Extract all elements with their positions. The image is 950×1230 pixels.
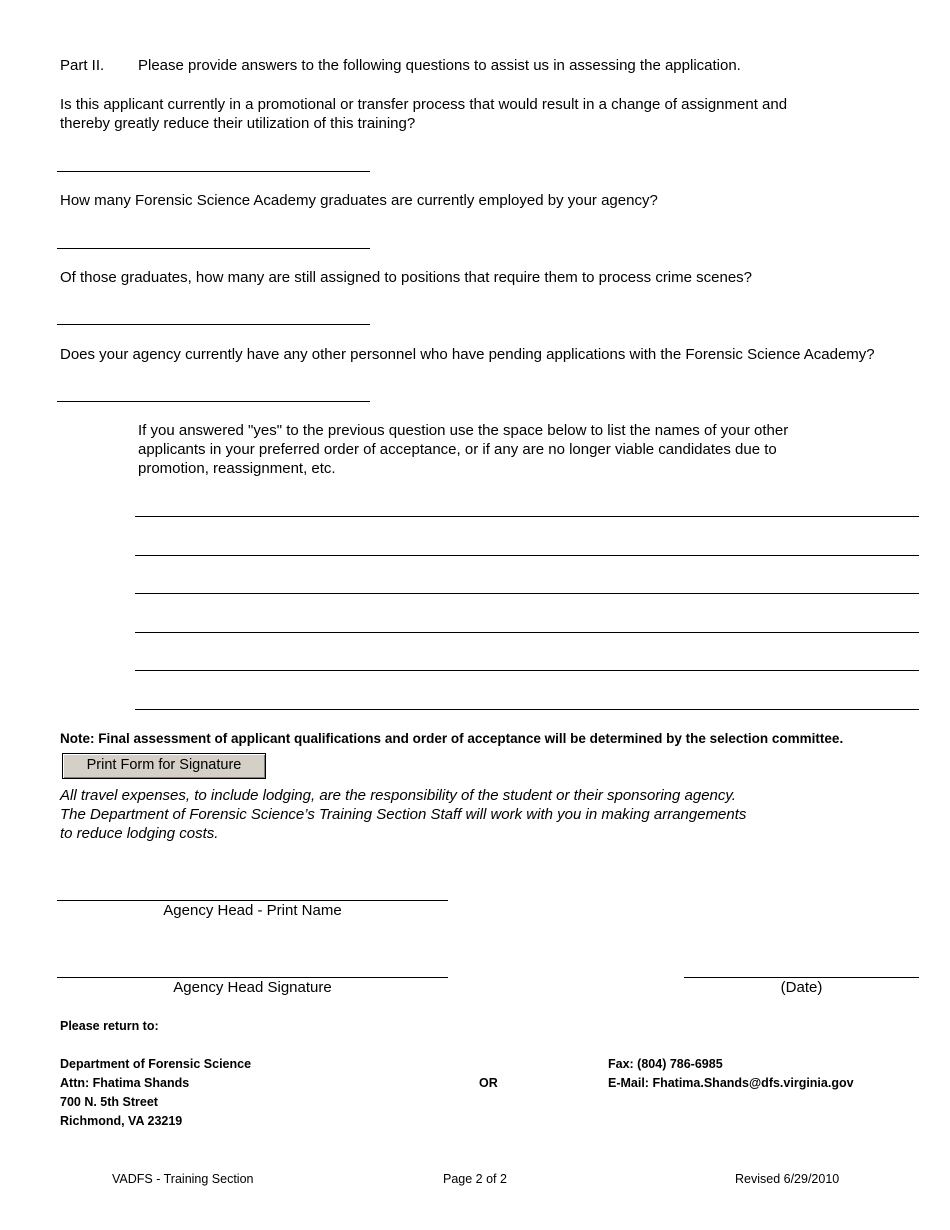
- question-1-line-1: Is this applicant currently in a promotional or transfer process that would result in a change of assignment and: [60, 96, 788, 113]
- footer-left: VADFS - Training Section: [112, 1172, 254, 1186]
- applicant-list-field-3[interactable]: [135, 571, 919, 593]
- followup-line-3: promotion, reassignment, etc.: [138, 460, 336, 477]
- address-line-3: 700 N. 5th Street: [60, 1095, 158, 1109]
- followup-line-2: applicants in your preferred order of acceptance, or if any are no longer viable candidates due to: [138, 441, 777, 458]
- date-field[interactable]: [684, 954, 919, 977]
- email-address: E-Mail: Fhatima.Shands@dfs.virginia.gov: [608, 1076, 854, 1090]
- answer-1-field[interactable]: [57, 148, 370, 171]
- travel-line-3: to reduce lodging costs.: [60, 825, 219, 842]
- travel-line-1: All travel expenses, to include lodging, are the responsibility of the student or their sponsoring agency.: [60, 787, 736, 804]
- applicant-list-field-1[interactable]: [135, 494, 919, 516]
- question-1-line-2: thereby greatly reduce their utilization of this training?: [60, 115, 416, 132]
- address-line-4: Richmond, VA 23219: [60, 1114, 183, 1128]
- applicant-list-line-4: [135, 632, 919, 633]
- followup-line-1: If you answered "yes" to the previous question use the space below to list the names of your other: [138, 422, 789, 439]
- applicant-list-field-5[interactable]: [135, 648, 919, 670]
- applicant-list-line-6: [135, 709, 919, 710]
- applicant-list-line-3: [135, 593, 919, 594]
- part-intro: Please provide answers to the following questions to assist us in assessing the application.: [138, 57, 741, 74]
- answer-4-line: [57, 401, 370, 402]
- applicant-list-line-2: [135, 555, 919, 556]
- footer-page-number: Page 2 of 2: [443, 1172, 507, 1186]
- part-label: Part II.: [60, 57, 105, 74]
- answer-3-field[interactable]: [57, 301, 370, 324]
- date-label: (Date): [780, 979, 823, 996]
- agency-head-signature-label: Agency Head Signature: [173, 979, 332, 996]
- answer-2-field[interactable]: [57, 225, 370, 248]
- answer-1-line: [57, 171, 370, 172]
- travel-line-2: The Department of Forensic Science’s Training Section Staff will work with you in making arrangements: [60, 806, 747, 823]
- question-4: Does your agency currently have any other personnel who have pending applications with the Forensic Science Academy?: [60, 346, 875, 363]
- question-3: Of those graduates, how many are still assigned to positions that require them to process crime scenes?: [60, 269, 753, 286]
- address-line-1: Department of Forensic Science: [60, 1057, 252, 1071]
- applicant-list-field-4[interactable]: [135, 610, 919, 632]
- footer-revised-date: Revised 6/29/2010: [735, 1172, 840, 1186]
- fax-number: Fax: (804) 786-6985: [608, 1057, 723, 1071]
- applicant-list-field-6[interactable]: [135, 687, 919, 709]
- print-form-button[interactable]: Print Form for Signature: [62, 753, 266, 779]
- return-heading: Please return to:: [60, 1019, 159, 1033]
- applicant-list-line-5: [135, 670, 919, 671]
- question-2: How many Forensic Science Academy graduates are currently employed by your agency?: [60, 192, 658, 209]
- selection-note: Note: Final assessment of applicant qualifications and order of acceptance will be determined by the selection committee.: [60, 731, 844, 746]
- or-label: OR: [479, 1076, 498, 1090]
- answer-4-field[interactable]: [57, 378, 370, 401]
- answer-3-line: [57, 324, 370, 325]
- answer-2-line: [57, 248, 370, 249]
- applicant-list-field-2[interactable]: [135, 533, 919, 555]
- agency-head-name-field[interactable]: [57, 877, 448, 900]
- applicant-list-line-1: [135, 516, 919, 517]
- agency-head-name-label: Agency Head - Print Name: [163, 902, 342, 919]
- address-line-2: Attn: Fhatima Shands: [60, 1076, 190, 1090]
- agency-head-signature-field[interactable]: [57, 954, 448, 977]
